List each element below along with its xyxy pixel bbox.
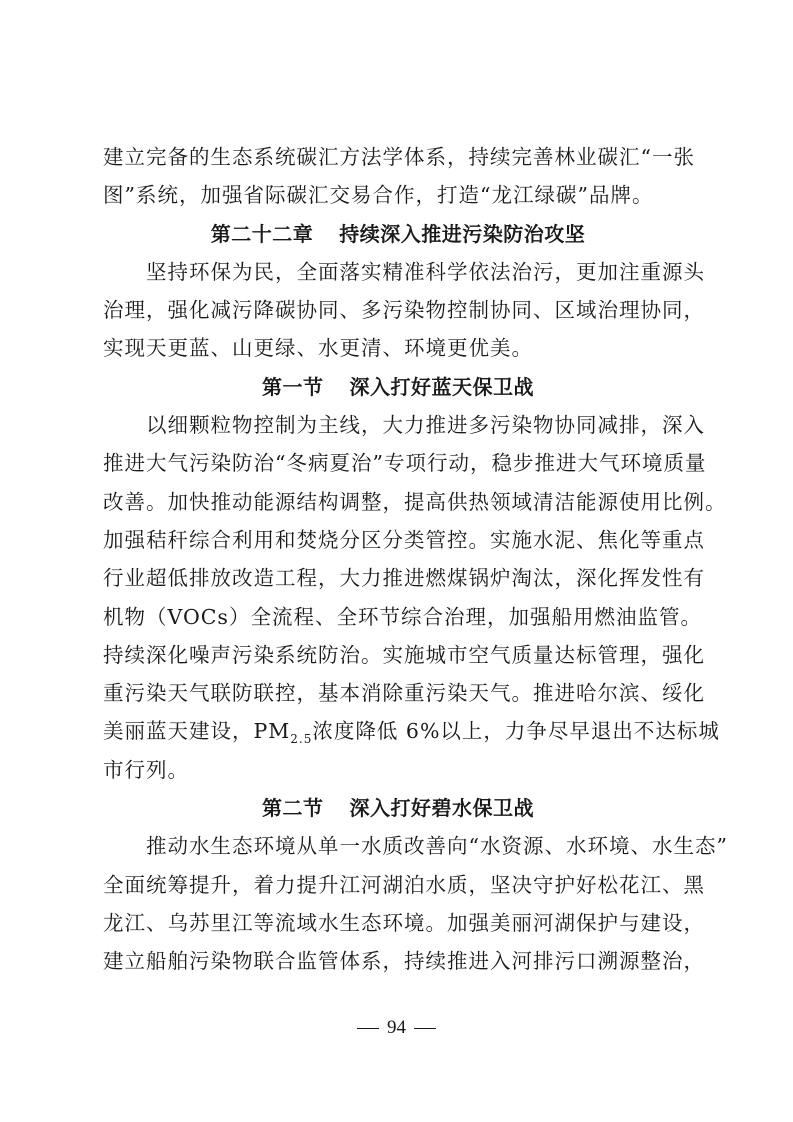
section-title: 深入打好碧水保卫战 (349, 796, 534, 821)
text-line: 行业超低排放改造工程，大力推进燃煤锅炉淘汰，深化挥发性有 (103, 566, 705, 591)
chapter-number: 第二十二章 (210, 221, 314, 246)
section-heading (103, 368, 693, 406)
text-line: 全面统筹提升，着力提升江河湖泊水质，坚决守护好松花江、黑 (103, 872, 705, 897)
text-line: 机物（VOCs）全流程、全环节综合治理，加强船用燃油监管。 (103, 604, 702, 629)
text-line: 实现天更蓝、山更绿、水更清、环境更优美。 (103, 336, 533, 361)
section-heading (103, 789, 693, 827)
text-line: 建立完备的生态系统碳汇方法学体系，持续完善林业碳汇“一张 (103, 145, 695, 169)
text-line: 图”系统，加强省际碳汇交易合作，打造“龙江绿碳”品牌。 (103, 183, 654, 208)
text-line: 改善。加快推动能源结构调整，提高供热领域清洁能源使用比例。 (103, 489, 727, 514)
pm25-text-after: 浓度降低 6%以上，力争尽早退出不达标城 (312, 719, 720, 744)
text-line: 建立船舶污染物联合监管体系，持续推进入河排污口溯源整治， (103, 949, 705, 974)
chapter-heading (103, 215, 693, 253)
section-number: 第一节 (262, 374, 324, 399)
chapter-title: 持续深入推进污染防治攻坚 (339, 221, 586, 246)
section-title: 深入打好蓝天保卫战 (349, 374, 534, 399)
dash-left (357, 1028, 379, 1030)
pm25-text-before: 美丽蓝天建设，PM (103, 719, 291, 744)
pm25-text-line (103, 712, 720, 750)
dash-right (414, 1028, 436, 1030)
text-line: 以细颗粒物控制为主线，大力推进多污染物协同减排，深入 (103, 413, 705, 438)
text-line: 推进大气污染防治“冬病夏治”专项行动，稳步推进大气环境质量 (103, 451, 707, 476)
pm25-subscript: 2.5 (290, 732, 313, 747)
text-line: 加强秸秆综合利用和焚烧分区分类管控。实施水泥、焦化等重点 (103, 527, 705, 552)
text-line: 市行列。 (103, 757, 189, 782)
text-line: 重污染天气联防联控，基本消除重污染天气。推进哈尔滨、绥化 (103, 681, 705, 706)
page-content (103, 138, 728, 981)
text-line: 持续深化噪声污染系统防治。实施城市空气质量达标管理，强化 (103, 642, 705, 667)
page-number: 94 (387, 1017, 406, 1038)
text-line: 推动水生态环境从单一水质改善向“水资源、水环境、水生态” (103, 834, 728, 859)
text-line: 治理，强化减污降碳协同、多污染物控制协同、区域治理协同， (103, 298, 705, 323)
page-footer (0, 1014, 793, 1042)
section-number: 第二节 (262, 796, 324, 821)
text-line: 龙江、乌苏里江等流域水生态环境。加强美丽河湖保护与建设， (103, 910, 705, 935)
text-line: 坚持环保为民，全面落实精准科学依法治污，更加注重源头 (103, 259, 705, 284)
